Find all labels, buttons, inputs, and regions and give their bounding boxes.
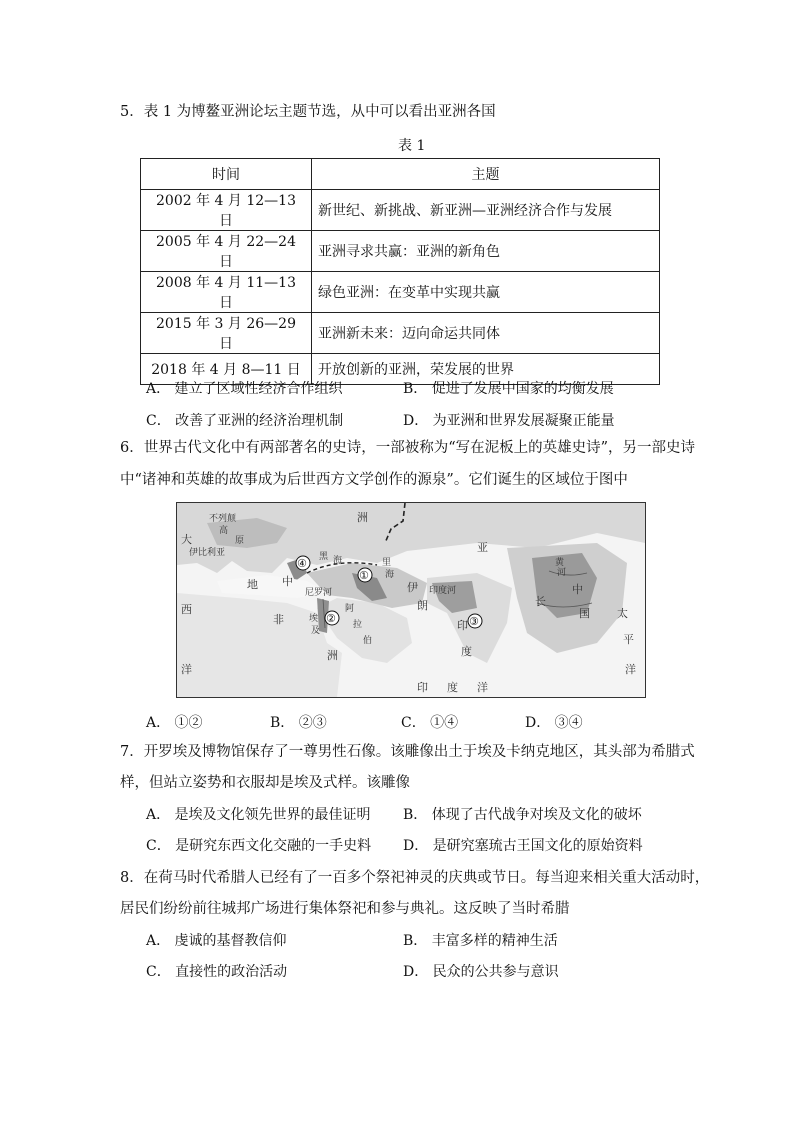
- table-cell-date: 2015 年 3 月 26—29 日: [141, 313, 312, 354]
- marker-1: [358, 568, 372, 582]
- label-iran-2: 朗: [417, 599, 428, 612]
- label-britain-2: 高: [219, 526, 229, 536]
- label-atlantic-1: 大: [181, 533, 192, 546]
- label-egypt-1: 埃: [309, 614, 319, 624]
- label-egypt-2: 及: [311, 626, 321, 636]
- label-med-2: 中: [282, 575, 293, 588]
- label-yellow-2: 河: [557, 568, 567, 578]
- q5-option-b[interactable]: B． 促进了发展中国家的均衡发展: [403, 381, 614, 397]
- table-cell-theme: 新世纪、新挑战、新亚洲—亚洲经济合作与发展: [312, 190, 660, 231]
- q7-stem-line2: 样，但站立姿势和衣服却是埃及式样。该雕像: [120, 775, 410, 791]
- table-cell-date: 2005 年 4 月 22—24 日: [141, 231, 312, 272]
- label-atlantic-2: 西: [181, 603, 192, 616]
- q6-option-d[interactable]: D． ③④: [525, 715, 583, 731]
- label-caspian-2: 海: [385, 570, 395, 580]
- table-header-theme: 主题: [312, 159, 660, 190]
- q5-stem: 5．表 1 为博鳌亚洲论坛主题节选，从中可以看出亚洲各国: [120, 104, 496, 120]
- table-cell-date: 2002 年 4 月 12—13 日: [141, 190, 312, 231]
- table-row: [141, 272, 660, 313]
- table-caption: 表 1: [398, 138, 426, 154]
- label-britain: 不列颠: [209, 514, 237, 524]
- label-arabia-1: 阿: [345, 604, 355, 614]
- table-row: [141, 231, 660, 272]
- q6-stem-line2: 中“诸神和英雄的故事成为后世西方文学创作的源泉”。它们诞生的区域位于图中: [120, 472, 628, 488]
- label-pacific-2: 平: [623, 633, 634, 646]
- q6-stem-line1: 6．世界古代文化中有两部著名的史诗，一部被称为“写在泥板上的英雄史诗”，另一部史诗: [120, 440, 696, 456]
- label-china-1: 中: [572, 583, 583, 596]
- q5-option-a[interactable]: A． 建立了区域性经济合作组织: [146, 381, 343, 397]
- q7-option-a[interactable]: A． 是埃及文化领先世界的最佳证明: [146, 807, 371, 823]
- label-arabia-3: 伯: [363, 636, 373, 646]
- q5-option-c[interactable]: C． 改善了亚洲的经济治理机制: [146, 413, 344, 429]
- label-iberia: 伊比利亚: [189, 548, 226, 558]
- table-cell-date: 2018 年 4 月 8—11 日: [141, 354, 312, 385]
- marker-3: [468, 614, 482, 628]
- label-arabia-2: 拉: [353, 620, 363, 630]
- q5-table: [140, 158, 660, 385]
- table-header-time: 时间: [141, 159, 312, 190]
- label-caspian-1: 里: [382, 558, 392, 568]
- label-britain-3: 原: [235, 536, 245, 546]
- table-cell-date: 2008 年 4 月 11—13 日: [141, 272, 312, 313]
- q8-option-d[interactable]: D． 民众的公共参与意识: [403, 964, 559, 980]
- table-row: [141, 190, 660, 231]
- label-india-1: 印: [457, 619, 468, 632]
- q5-option-d[interactable]: D． 为亚洲和世界发展凝聚正能量: [403, 413, 615, 429]
- label-atlantic-3: 洋: [181, 663, 192, 676]
- q7-option-b[interactable]: B． 体现了古代战争对埃及文化的破坏: [403, 807, 642, 823]
- q7-option-c[interactable]: C． 是研究东西文化交融的一手史料: [146, 838, 372, 854]
- label-yangtze: 长: [535, 595, 546, 608]
- label-africa: 非: [273, 613, 284, 626]
- marker-2: [325, 611, 339, 625]
- marker-4: [296, 556, 310, 570]
- q6-option-a[interactable]: A． ①②: [146, 715, 203, 731]
- ancient-civilizations-map: [176, 502, 646, 698]
- q8-stem-line2: 居民们纷纷前往城邦广场进行集体祭祀和参与典礼。这反映了当时希腊: [120, 901, 570, 917]
- label-black-sea-2: 海: [333, 556, 343, 566]
- label-pacific-3: 洋: [625, 663, 636, 676]
- table-row: [141, 313, 660, 354]
- table-header-row: [141, 159, 660, 190]
- q8-option-b[interactable]: B． 丰富多样的精神生活: [403, 933, 558, 949]
- svg-text:③: ③: [469, 615, 479, 628]
- label-med-1: 地: [247, 578, 258, 591]
- map-svg: [177, 503, 645, 697]
- label-indus: 印度河: [429, 586, 457, 596]
- q7-option-d[interactable]: D． 是研究塞琉古王国文化的原始资料: [403, 838, 643, 854]
- label-europe: 洲: [357, 511, 368, 524]
- label-asia: 亚: [477, 541, 488, 554]
- label-india-2: 度: [461, 645, 472, 658]
- label-iran-1: 伊: [407, 581, 418, 594]
- svg-text:②: ②: [326, 612, 336, 625]
- q6-option-c[interactable]: C． ①④: [401, 715, 459, 731]
- label-yellow-1: 黄: [555, 558, 565, 568]
- q8-option-a[interactable]: A． 虔诚的基督教信仰: [146, 933, 287, 949]
- label-indian-ocean-3: 洋: [477, 681, 488, 694]
- table-cell-theme: 绿色亚洲：在变革中实现共赢: [312, 272, 660, 313]
- svg-text:①: ①: [359, 569, 369, 582]
- label-nile: 尼罗河: [305, 588, 333, 598]
- q6-option-b[interactable]: B． ②③: [270, 715, 327, 731]
- label-indian-ocean-2: 度: [447, 681, 458, 694]
- q8-stem-line1: 8．在荷马时代希腊人已经有了一百多个祭祀神灵的庆典或节日。每当迎来相关重大活动时，: [120, 870, 710, 886]
- label-pacific-1: 太: [617, 607, 628, 620]
- svg-text:④: ④: [297, 557, 307, 570]
- label-black-sea-1: 黑: [319, 552, 329, 562]
- table-cell-theme: 亚洲寻求共赢：亚洲的新角色: [312, 231, 660, 272]
- q8-option-c[interactable]: C． 直接性的政治活动: [146, 964, 288, 980]
- q7-stem-line1: 7．开罗埃及博物馆保存了一尊男性石像。该雕像出土于埃及卡纳克地区，其头部为希腊式: [120, 744, 695, 760]
- label-indian-ocean-1: 印: [417, 681, 428, 694]
- table-cell-theme: 亚洲新未来：迈向命运共同体: [312, 313, 660, 354]
- label-china-2: 国: [579, 607, 590, 620]
- label-africa-2: 洲: [327, 649, 338, 662]
- table-cell-theme: 开放创新的亚洲，荣发展的世界: [312, 354, 660, 385]
